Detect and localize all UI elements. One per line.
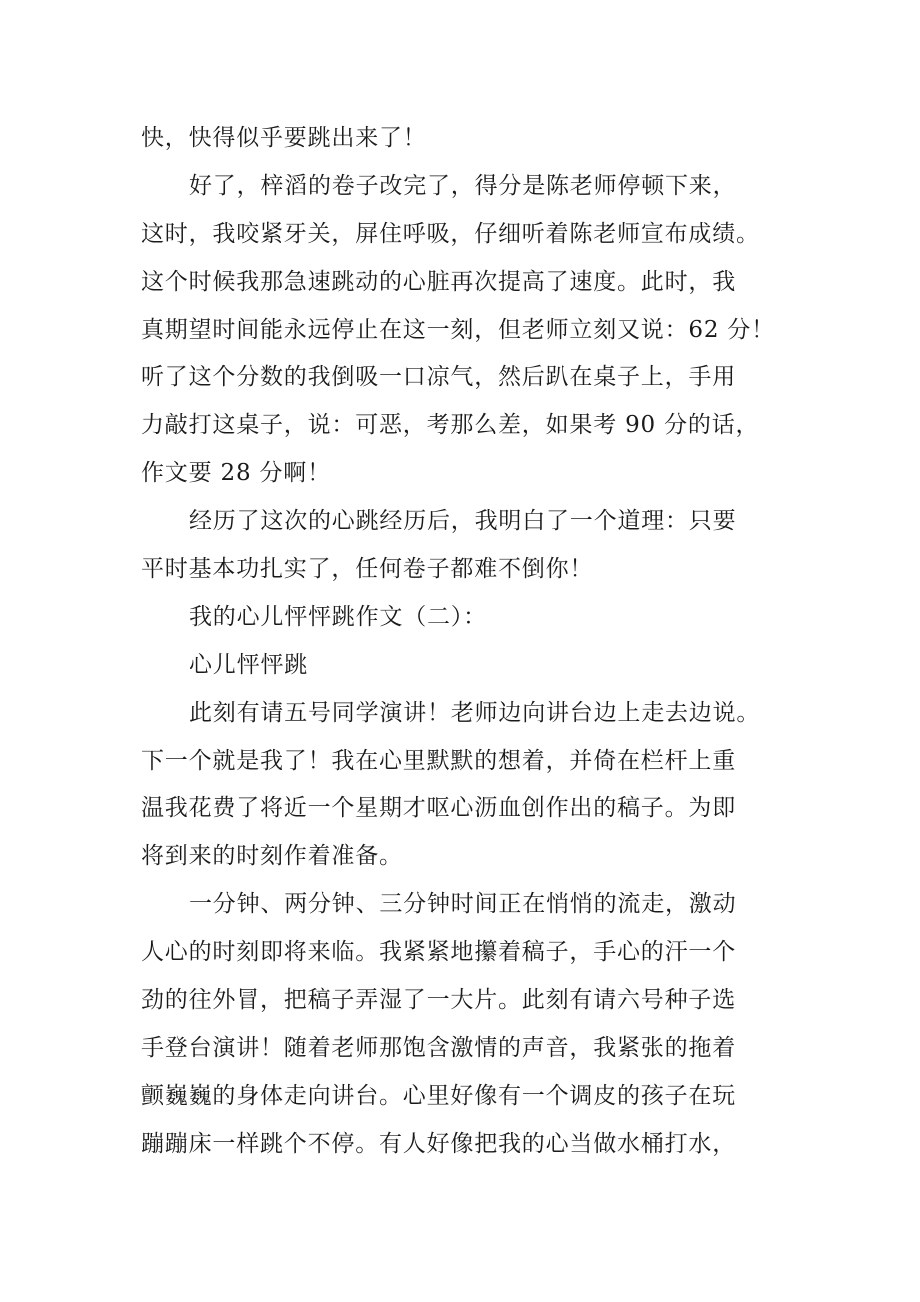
text-line: 颤巍巍的身体走向讲台。心里好像有一个调皮的孩子在玩 [141,1082,736,1109]
text-line: 一分钟、两分钟、三分钟时间正在悄悄的流走，激动 [189,891,737,918]
text-line: 下一个就是我了！我在心里默默的想着，并倚在栏杆上重 [141,747,736,774]
text-line: 好了，梓滔的卷子改完了，得分是陈老师停顿下来， [189,172,737,199]
text-line: 此刻有请五号同学演讲！老师边向讲台边上走去边说。 [189,699,761,726]
text-line: 真期望时间能永远停止在这一刻，但老师立刻又说：62 分！ [141,316,775,343]
text-line: 快，快得似乎要跳出来了！ [141,125,427,151]
text-line: 温我花费了将近一个星期才呕心沥血创作出的稿子。为即 [141,795,736,822]
essay-body [141,115,791,1169]
text-line: 作文要 28 分啊！ [141,460,331,487]
text-line: 蹦蹦床一样跳个不停。有人好像把我的心当做水桶打水， [141,1130,736,1157]
text-line: 劲的往外冒，把稿子弄湿了一大片。此刻有请六号种子选 [141,987,736,1014]
text-line: 这个时候我那急速跳动的心脏再次提高了速度。此时，我 [141,268,736,295]
text-line: 听了这个分数的我倒吸一口凉气，然后趴在桌子上，手用 [141,364,736,391]
text-line: 将到来的时刻作着准备。 [141,843,403,870]
text-line: 我的心儿怦怦跳作文（二）： [189,603,487,630]
text-line: 人心的时刻即将来临。我紧紧地攥着稿子，手心的汗一个 [141,939,736,966]
text-line: 力敲打这桌子，说：可恶，考那么差，如果考 90 分的话， [141,412,760,439]
text-line: 经历了这次的心跳经历后，我明白了一个道理：只要 [189,508,737,535]
text-line: 手登台演讲！随着老师那饱含激情的声音，我紧张的拖着 [141,1034,736,1061]
text-line: 心儿怦怦跳 [189,651,308,678]
text-line: 平时基本功扎实了，任何卷子都难不倒你！ [141,556,594,583]
text-line: 这时，我咬紧牙关，屏住呼吸，仔细听着陈老师宣布成绩。 [141,220,760,247]
